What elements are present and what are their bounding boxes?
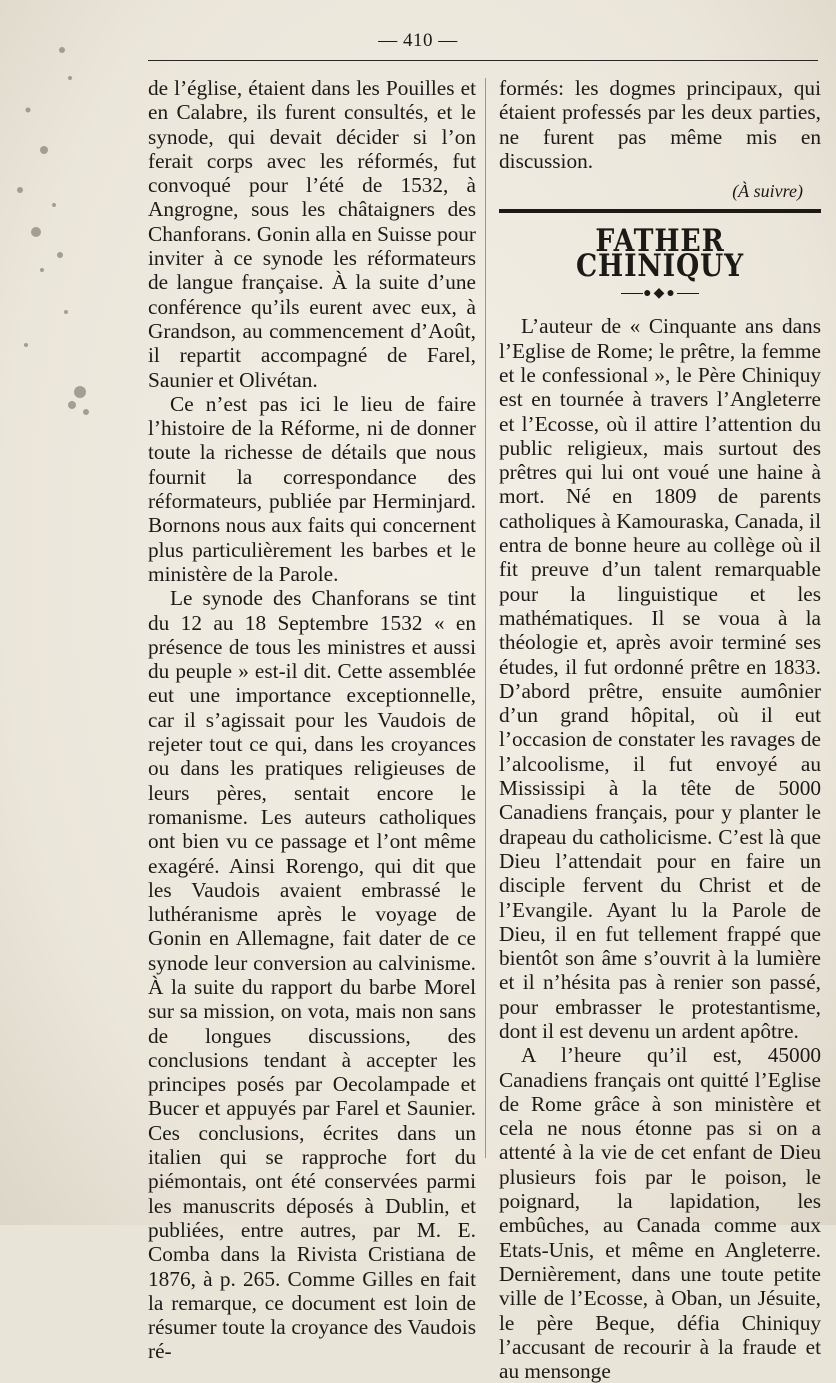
left-column xyxy=(148,76,476,1364)
to-follow-note: (À suivre) xyxy=(732,181,803,202)
right-paragraph-2: A l’heure qu’il est, 45000 Canadiens français ont quitté l’Eglise de Rome grâce à son ministère et cela ne nous étonne pas si on a attenté à la vie de cet enfant de Dieu plusieurs fois par le poison, le poignard, la lapidation, les embûches, au Canada comme aux Etats-Unis, et même en Angleterre. Dernièrement, dans une toute petite ville de l’Ecosse, à Oban, un Jésuite, le père Beque, défia Chiniquy l’accusant de recourir à la fraude et au mensonge xyxy=(499,1043,821,1383)
paper-stain-marks xyxy=(0,0,120,520)
title-ornament: ●◆● xyxy=(499,282,821,306)
right-column xyxy=(499,76,821,1383)
left-paragraph-2: Ce n’est pas ici le lieu de faire l’histoire de la Réforme, ni de donner toute la richesse de détails que nous fournit la correspondance des réformateurs, publiée par Herminjard. Bornons nous aux faits qui concernent plus particulièrement les barbes et le ministère de la Parole. xyxy=(148,391,476,586)
article-title: FATHER CHINIQUY xyxy=(575,223,745,284)
left-paragraph-3: Le synode des Chanforans se tint du 12 au 18 Septembre 1532 « en présence de tous les ministres et aussi du peuple » est-il dit. Cette assemblée eut une importance exceptionnelle, car il s’agissait pour les Vaudois de rejeter tout ce qui, dans les croyances ou dans les pratiques religieuses de leurs pères, sentait encore le romanisme. Les auteurs catholiques ont bien vu ce passage et l’ont même exagéré. Ainsi Rorengo, qui dit que les Vaudois avaient embrassé le luthéranisme après le voyage de Gonin en Allemagne, fait dater de ce synode leur conversion au calvinisme. À la suite du rapport du barbe Morel sur sa mission, on vota, mais non sans de longues discussions, des conclusions tendant à accepter les principes posés par Oecolampade et Bucer et appuyés par Farel et Saunier. Ces conclusions, écrites dans un italien qui se rapproche fort du piémontais, ont été conservées parmi les manuscrits déposés à Dublin, et publiées, entre autres, par M. E. Comba dans la Rivista Cristiana de 1876, à p. 265. Comme Gilles en fait la remarque, ce document est loin de résumer toute la croyance des Vaudois ré- xyxy=(148,586,476,1364)
right-paragraph-1: L’auteur de « Cinquante ans dans l’Eglise de Rome; le prêtre, la femme et le confessional », le Père Chiniquy est en tournée à travers l’Angleterre et l’Ecosse, où il attire l’attention du public religieux, mais surtout des prêtres qui lui ont voué une haine à mort. Né en 1809 de parents catholiques à Kamouraska, Canada, il entra de bonne heure au collège où il fit preuve d’un talent remarquable pour la linguistique et les mathématiques. Il se voua à la théologie et, après avoir terminé ses études, il fut ordonné prêtre en 1833. D’abord prêtre, ensuite aumônier d’un grand hôpital, où il eut l’occasion de constater les ravages de l’alcoolisme, il fut envoyé au Mississipi à la tête de 5000 Canadiens français, pour y planter le drapeau du catholicisme. C’est là que Dieu l’attendait pour en faire un disciple fervent du Christ et de l’Evangile. Ayant lu la Parole de Dieu, il en fut tellement frappé que bientôt son âme s’ouvrit à la lumière et il n’hésita pas à renier son passé, pour embrasser le protestantisme, dont il est devenu un ardent apôtre. xyxy=(499,314,821,1043)
left-paragraph-1: de l’église, étaient dans les Pouilles et en Calabre, ils furent consultés, et le synode, qui devait décider si l’on ferait corps avec les réformés, fut convoqué pour l’été de 1532, à Angrogne, sous les châtaigners des Chanforans. Gonin alla en Suisse pour inviter à ce synode les réformateurs de langue française. À la suite d’une conférence qu’ils eurent avec eux, à Grandson, au commencement d’Août, il repartit accompagné de Farel, Saunier et Olivétan. xyxy=(148,76,476,392)
right-continuation: formés: les dogmes principaux, qui étaient professés par les deux parties, ne furent pas même mis en discussion. xyxy=(499,76,821,173)
column-divider xyxy=(485,78,486,1158)
header-rule xyxy=(148,60,818,61)
article-separator-rule xyxy=(499,209,821,213)
page-number: — 410 — xyxy=(378,30,458,51)
